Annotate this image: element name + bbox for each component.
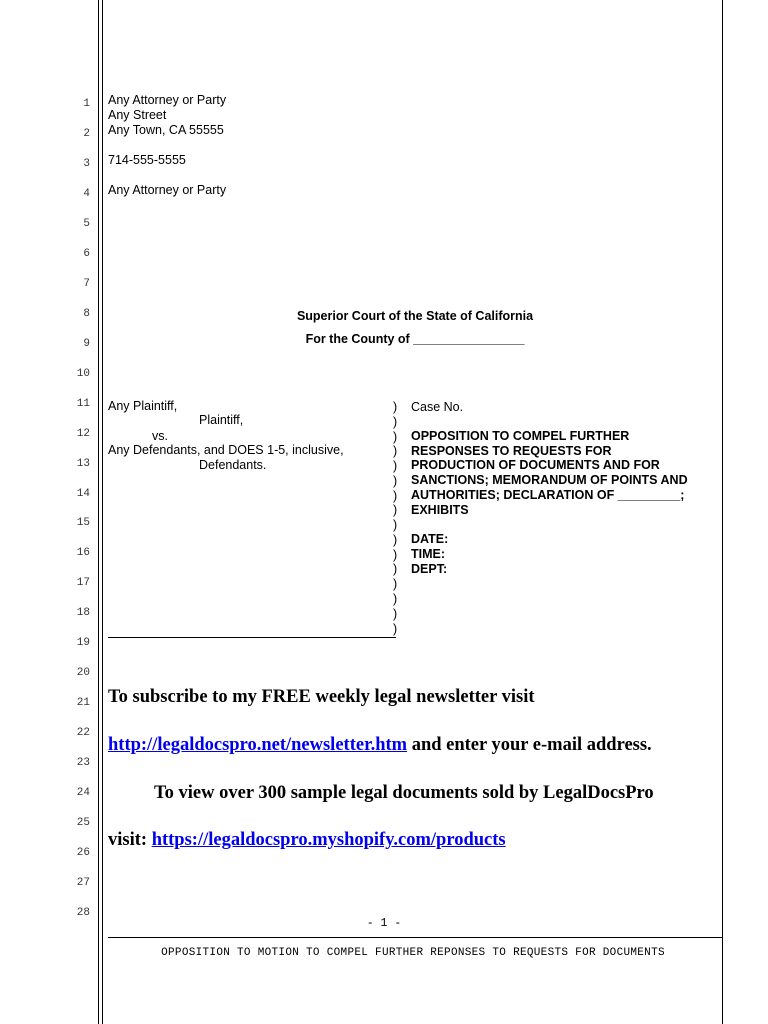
- line-number: 24: [76, 787, 90, 799]
- paren: ): [393, 459, 398, 473]
- attorney-phone: 714-555-5555: [108, 153, 186, 167]
- newsletter-text: To subscribe to my FREE weekly legal newsletter visit: [108, 687, 535, 707]
- line-number: 15: [76, 517, 90, 529]
- line-number: 5: [83, 218, 90, 230]
- paren: ): [393, 503, 398, 517]
- document-title-line: RESPONSES TO REQUESTS FOR: [411, 444, 612, 458]
- samples-prefix: visit:: [108, 830, 152, 850]
- line-number: 21: [76, 697, 90, 709]
- line-number: 28: [76, 907, 90, 919]
- defendants-role: Defendants.: [199, 458, 267, 472]
- right-margin-rule: [722, 0, 723, 1024]
- paren: ): [393, 533, 398, 547]
- line-number: 17: [76, 577, 90, 589]
- line-number: 12: [76, 428, 90, 440]
- line-number: 6: [83, 248, 90, 260]
- attorney-street: Any Street: [108, 108, 167, 122]
- line-number: 1: [83, 98, 90, 110]
- line-number: 3: [83, 158, 90, 170]
- paren: ): [393, 474, 398, 488]
- attorney-for: Any Attorney or Party: [108, 183, 227, 197]
- hearing-time-label: TIME:: [411, 547, 446, 561]
- document-title-line: OPPOSITION TO COMPEL FURTHER: [411, 429, 630, 443]
- line-number: 27: [76, 877, 90, 889]
- paren: ): [393, 430, 398, 444]
- newsletter-line-rest: and enter your e-mail address.: [407, 735, 652, 755]
- paren: ): [393, 518, 398, 532]
- line-number: 23: [76, 757, 90, 769]
- footer-rule: [108, 937, 722, 938]
- attorney-city: Any Town, CA 55555: [108, 123, 224, 137]
- versus: vs.: [152, 429, 168, 443]
- line-number: 9: [83, 338, 90, 350]
- court-name: Superior Court of the State of California: [296, 309, 534, 323]
- paren: ): [393, 489, 398, 503]
- paren: ): [393, 548, 398, 562]
- paren: ): [393, 622, 398, 636]
- hearing-dept-label: DEPT:: [411, 562, 448, 576]
- line-number: 19: [76, 637, 90, 649]
- paren: ): [393, 415, 398, 429]
- samples-line: [108, 829, 506, 851]
- paren: ): [393, 592, 398, 606]
- plaintiff-name: Any Plaintiff,: [108, 399, 178, 413]
- line-number: 8: [83, 308, 90, 320]
- hearing-date-label: DATE:: [411, 532, 449, 546]
- paren: ): [393, 607, 398, 621]
- document-title-line: EXHIBITS: [411, 503, 469, 517]
- line-number: 4: [83, 188, 90, 200]
- line-number: 7: [83, 278, 90, 290]
- newsletter-line: [108, 734, 652, 756]
- document-title-line: AUTHORITIES; DECLARATION OF _________;: [411, 488, 685, 502]
- line-number: 26: [76, 847, 90, 859]
- court-county: For the County of ________________: [305, 332, 525, 346]
- products-link[interactable]: https://legaldocspro.myshopify.com/products: [151, 830, 506, 850]
- line-number: 11: [76, 398, 90, 410]
- paren: ): [393, 444, 398, 458]
- newsletter-link[interactable]: http://legaldocspro.net/newsletter.htm: [108, 735, 408, 755]
- line-number: 14: [76, 488, 90, 500]
- line-number: 10: [76, 368, 90, 380]
- defendants-name: Any Defendants, and DOES 1-5, inclusive,: [108, 443, 344, 457]
- footer-title: OPPOSITION TO MOTION TO COMPEL FURTHER REPONSES TO REQUESTS FOR DOCUMENTS: [161, 947, 665, 959]
- left-margin-rule-outer: [98, 0, 99, 1024]
- line-number: 2: [83, 128, 90, 140]
- samples-text: To view over 300 sample legal documents sold by LegalDocsPro: [154, 783, 654, 803]
- paren: ): [393, 400, 398, 414]
- plaintiff-role: Plaintiff,: [199, 413, 244, 427]
- case-number-label: Case No.: [411, 400, 464, 414]
- line-number: 20: [76, 667, 90, 679]
- line-number: 16: [76, 547, 90, 559]
- caption-underline: [108, 637, 396, 638]
- line-number: 13: [76, 458, 90, 470]
- line-number: 25: [76, 817, 90, 829]
- line-number: 22: [76, 727, 90, 739]
- left-margin-rule-inner: [102, 0, 103, 1024]
- line-number: 18: [76, 607, 90, 619]
- paren: ): [393, 562, 398, 576]
- paren: ): [393, 577, 398, 591]
- page-number: - 1 -: [366, 917, 402, 930]
- document-title-line: SANCTIONS; MEMORANDUM OF POINTS AND: [411, 473, 688, 487]
- attorney-name: Any Attorney or Party: [108, 93, 227, 107]
- document-title-line: PRODUCTION OF DOCUMENTS AND FOR: [411, 458, 660, 472]
